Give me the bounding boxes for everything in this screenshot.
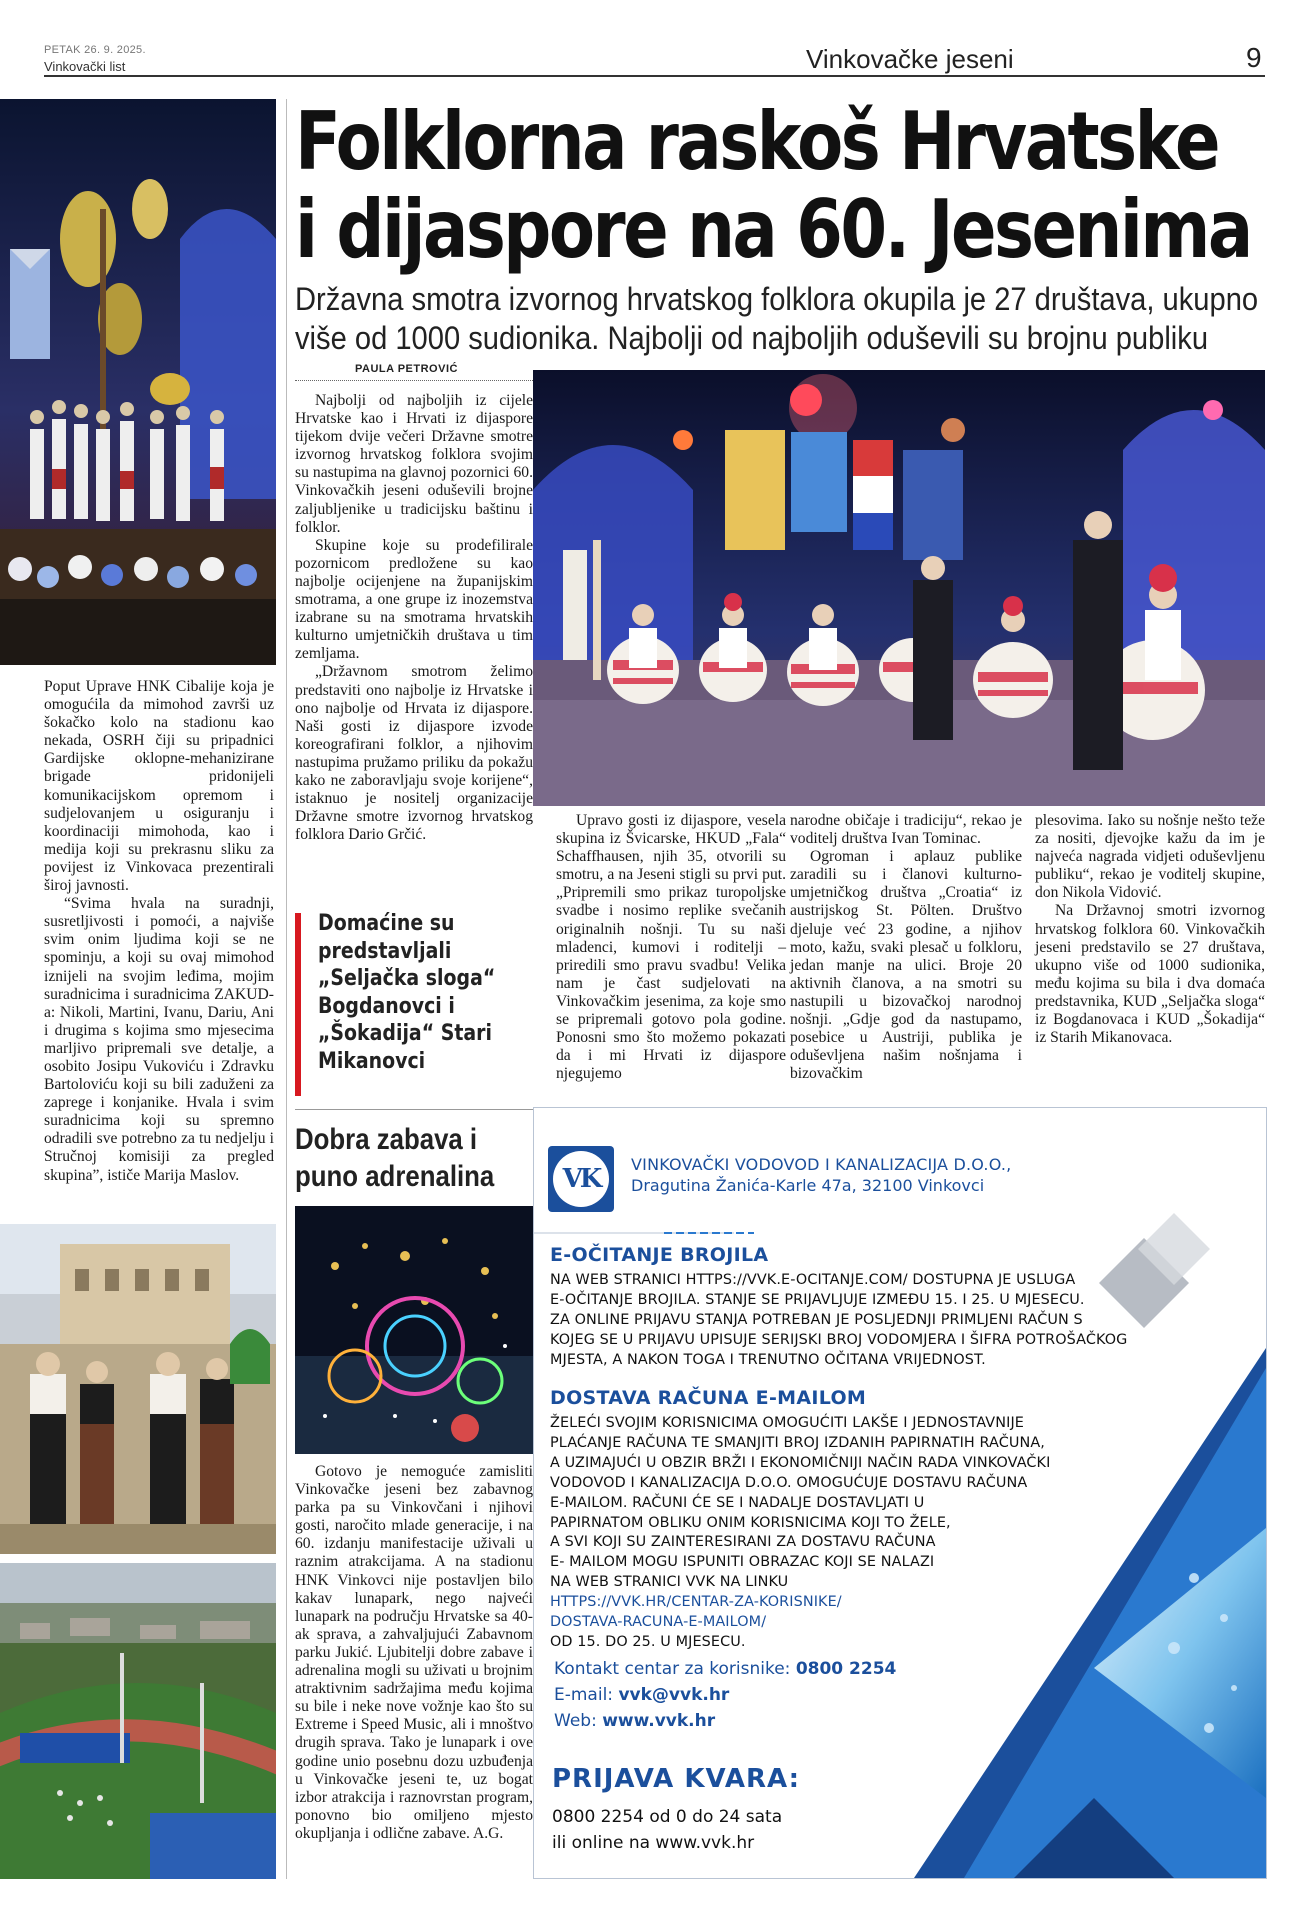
callout-accent-bar <box>295 913 301 1096</box>
subsection-title: Dobra zabava i puno adrenalina <box>295 1123 495 1193</box>
left-column-text <box>44 678 274 1185</box>
ad-email-line-4: VODOVOD I KANALIZACIJA D.O.O. OMOGUĆUJE DOSTAVU RAČUNA <box>550 1474 1028 1491</box>
headline-line-1: Folklorna raskoš Hrvatske <box>295 95 1219 188</box>
ad-meter-line-1: NA WEB STRANICI HTTPS://VVK.E-OCITANJE.COM/ DOSTUPNA JE USLUGA <box>550 1272 1076 1288</box>
ad-contact-center <box>554 1656 1034 1682</box>
headline-line-2: i dijaspore na 60. Jesenima <box>295 183 1251 276</box>
ad-meter-line-3: ZA ONLINE PRIJAVU STANJA POTREBAN JE POSLJEDNJI PRIMLJENI RAČUN S <box>550 1311 1083 1328</box>
photo-procession <box>0 1224 276 1554</box>
ad-company-name: VINKOVAČKI VODOVOD I KANALIZACIJA D.O.O., <box>631 1155 1012 1174</box>
column-a-paragraph-1: Upravo gosti iz dijaspore, vesela skupina iz Švicarske, HKUD „Fala“ Schaffhausen, njih 35, otvorili su smotru, a na Jeseni stigli su prvi put. „Pripremili smo prikaz turopoljske svadbe i nosimo replike svečanih originalnih nošnji. Tu su naši mladenci, kumovi i roditelji – priredili smo pravu svadbu! Velika nam je čast sudjelovati na Vinkovačkim jesenima, za koje smo se pripremali gotovo pola godine. Ponosni smo što možemo pokazati da i mi Hrvati iz dijaspore njegujemo <box>556 812 786 1083</box>
ad-email-line-1: ŽELEĆI SVOJIM KORISNICIMA OMOGUĆITI LAKŠE I JEDNOSTAVNIJE <box>550 1415 1024 1431</box>
vvk-logo-circle <box>553 1151 609 1207</box>
ad-email-line-2: PLAĆANJE RAČUNA TE SMANJITI BROJ IZDANIH PAPIRNATIH RAČUNA, <box>550 1434 1045 1451</box>
ad-meter-line-5: MJESTA, A NAKON TOGA I TRENUTNO OČITANA VRIJEDNOST. <box>550 1351 986 1368</box>
subheadline <box>295 280 1259 358</box>
article-column-a <box>556 812 786 1083</box>
ad-email-line-9: NA WEB STRANICI VVK NA LINKU <box>550 1574 789 1591</box>
ad-fault-line-1: 0800 2254 od 0 do 24 sata <box>552 1807 783 1827</box>
ad-email-line-3: A UZIMAJUĆI U OBZIR BRŽI I EKONOMIČNIJI NAČIN RADA VINKOVAČKI <box>550 1454 1051 1471</box>
main-paragraph-2: Skupine koje su prodefilirale pozornicom predložene su kao najbolje ocijenjene na županijskim smotrama, a one grupe iz inozemstva izabrane su na smotrama hrvatskih kulturno umjetničkih društava u tim zemljama. <box>295 536 533 663</box>
main-paragraph-1: Najbolji od najboljih iz cijele Hrvatske kao i Hrvati iz dijaspore tijekom dvije večeri Državne smotre izvornog hrvatskog folklora svojim su nastupima na glavnoj pozornici 60. Vinkovačkih jeseni oduševili brojne zaljubljenike u tradicijsku baštinu i folklor. <box>295 392 533 536</box>
header-rule <box>44 75 1265 77</box>
ad-web-row <box>554 1708 1034 1734</box>
subheadline-line-1: Državna smotra izvornog hrvatskog folklora okupila je 27 društava, ukupno <box>295 281 1259 317</box>
ad-fault-report-text <box>552 1804 782 1856</box>
byline-divider <box>295 380 533 381</box>
ad-email-row <box>554 1682 1034 1708</box>
ad-contact-label: Kontakt centar za korisnike: <box>554 1659 791 1679</box>
ad-company-address: Dragutina Žanića-Karle 47a, 32100 Vinkovci <box>631 1176 985 1195</box>
photo-folklore-dancers-main <box>533 370 1265 806</box>
ad-fault-report-title: PRIJAVA KVARA: <box>552 1764 800 1794</box>
main-paragraph-3: „Državnom smotrom želimo predstaviti ono najbolje iz Hrvatske i ono najbolje od Hrvata iz dijaspore. Naši gosti iz dijaspore izvode koreografirani folklor, a njihovim nastupima pružamo priliku da pokažu kako ne zaboravljaju svoje korijene“, istaknuo je nositelj organizacije Državne smotre izvornog hrvatskog folklora Dario Grčić. <box>295 663 533 844</box>
ad-email-line-6: PAPIRNATOM OBLIKU ONIM KORISNICIMA KOJI TO ŽELE, <box>550 1514 951 1531</box>
ad-contact-block <box>554 1656 1034 1734</box>
ad-email-link-line-1[interactable]: HTTPS://VVK.HR/CENTAR-ZA-KORISNIKE/ <box>550 1594 842 1611</box>
ad-fault-line-2: ili online na www.vvk.hr <box>552 1833 755 1853</box>
main-column-text <box>295 392 533 844</box>
ad-meter-line-2: E-OČITANJE BROJILA. STANJE SE PRIJAVLJUJE IZMEĐU 15. I 25. U MJESECU. <box>550 1291 1085 1308</box>
ad-section-title-meter: E-OČITANJE BROJILA <box>550 1244 769 1266</box>
vvk-advertisement[interactable] <box>533 1107 1267 1879</box>
ad-section-text-email <box>550 1414 1110 1653</box>
photo-stage-performance-left <box>0 99 276 665</box>
section-divider <box>295 1109 533 1110</box>
issue-date: PETAK 26. 9. 2025. <box>44 44 146 56</box>
ad-contact-phone[interactable]: 0800 2254 <box>795 1659 897 1679</box>
ad-email-address[interactable]: vvk@vvk.hr <box>618 1685 730 1705</box>
left-paragraph-1: Poput Uprave HNK Cibalije koja je omogućila da mimohod završi uz šokačko kolo na stadionu kao nekada, OSRH čiji su pripadnici Gardijske oklopne-mehanizirane brigade pridonijeli komunikacijskom opremom i sudjelovanjem u osiguranju i koordinaciji mimohoda, kao i medija koji su prekrasnu sliku za povijest iz Vinkovaca prezentirali široj javnosti. <box>44 678 274 895</box>
section-title: Vinkovačke jeseni <box>806 44 1014 74</box>
photo-stadium-aerial <box>0 1563 276 1879</box>
article-column-b <box>790 812 1022 1083</box>
ad-meter-line-4: KOJEG SE U PRIJAVU UPISUJE SERIJSKI BROJ VODOMJERA I ŠIFRA POTROŠAČKOG <box>550 1331 1128 1348</box>
column-c-paragraph-1: plesovima. Iako su nošnje nešto teže za nositi, djevojke kažu da im je najveća nagrada vidjeti oduševljenu publiku“, rekao je voditelj skupine, don Nikola Vidović. <box>1035 812 1265 902</box>
ad-email-line-8: E- MAILOM MOGU ISPUNITI OBRAZAC KOJI SE NALAZI <box>550 1554 935 1571</box>
fun-column-text <box>295 1463 533 1843</box>
ad-email-link-line-2[interactable]: DOSTAVA-RACUNA-E-MAILOM/ <box>550 1614 767 1631</box>
ad-web-label: Web: <box>554 1711 597 1731</box>
author-byline: PAULA PETROVIĆ <box>355 363 458 375</box>
ad-email-label: E-mail: <box>554 1685 614 1705</box>
fun-paragraph-1: Gotovo je nemoguće zamisliti Vinkovačke jeseni bez zabavnog parka pa su Vinkovčani i njihovi gosti, naročito mlade generacije, i na 60. izdanju manifestacije uživali u raznim atrakcijama. A na stadionu HNK Vinkovci nije postavljen bilo kakav lunapark, nego najveći lunapark na području Hrvatske sa 40-ak sprava, a zahvaljujući Zabavnom parku Jukić. Ljubitelji dobre zabave i adrenalina mogli su uživati u brojnim atraktivnim sadržajima među kojima su bile i neke nove vožnje kao što su Extreme i Speed Music, ali i mnoštvo drugih sprava. Tako je lunapark i ove godine unio posebnu dozu uzbuđenja u Vinkovačke jeseni te, uz bogat izbor atrakcija i raznovrstan program, ponovno bio omiljeno mjesto okupljanja i odlične zabave. A.G. <box>295 1463 533 1842</box>
ad-web-address[interactable]: www.vvk.hr <box>602 1711 716 1731</box>
newspaper-name: Vinkovački list <box>44 59 126 74</box>
article-column-c <box>1035 812 1265 1047</box>
subheadline-line-2: više od 1000 sudionika. Najbolji od najboljih oduševili su brojnu publiku <box>295 320 1209 356</box>
ad-section-text-meter <box>550 1271 1150 1371</box>
column-b-paragraph-1: narodne običaje i tradiciju“, rekao je voditelj društva Ivan Tominac. <box>790 812 1022 848</box>
page-number: 9 <box>1246 42 1262 73</box>
column-b-paragraph-2: Ogroman i aplauz publike zaradili su i članovi kulturno-umjetničkog društva „Croatia“ iz austrijskog St. Pölten. Društvo djeluje već 23 godine, a njihov moto, kažu, svaki plesač u folkloru, jedan manje na ulici. Broje 20 aktivnih članova, a na smotri su nastupili u bizovačkoj narodnoj nošnji. „Gdje god da nastupamo, posebice u Austriji, publika je oduševljena našim nošnjama i bizovačkim <box>790 848 1022 1083</box>
ad-section-title-email: DOSTAVA RAČUNA E-MAILOM <box>550 1387 867 1409</box>
vvk-logo-text: VK <box>562 1164 600 1194</box>
column-c-paragraph-2: Na Državnoj smotri izvornog hrvatskog folklora 60. Vinkovačkih jeseni predstavilo se 27 društava, ukupno više od 1000 sudionika, među kojima su bila i dva domaća predstavnika, KUD „Seljačka sloga“ iz Bogdanovaca i KUD „Šokadija“ iz Starih Mikanovaca. <box>1035 902 1265 1047</box>
headline <box>295 95 1251 276</box>
ad-email-last-line: OD 15. DO 25. U MJESECU. <box>550 1633 746 1650</box>
pull-quote-heading: Domaćine su predstavljali „Seljačka sloga“ Bogdanovci i „Šokadija“ Stari Mikanovci <box>318 911 496 1074</box>
photo-funfair-night <box>295 1206 533 1454</box>
vvk-logo <box>548 1146 614 1212</box>
left-paragraph-2: “Svima hvala na suradnji, susretljivosti i pomoći, a najviše svim onim ljudima koji se ne spominju, a koji su ovaj mimohod iznijeli na svojim leđima, mojim suradnicima i suradnicima ZAKUD-a: Nikoli, Martini, Ivanu, Dariu, Ani i drugima s kojima smo mjesecima marljivo pripremali sve detalje, a osobito Josipu Vukoviću i Zdravku Bartoloviću koji su bili zaduženi za zaprege i konjanike. Hvala i svim suradnicima koji su spremno odradili sve potrebno za tu nedjelju i Stručnoj komisiji za pregled skupina”, ističe Marija Maslov. <box>44 895 274 1184</box>
ad-email-line-5: E-MAILOM. RAČUNI ĆE SE I NADALJE DOSTAVLJATI U <box>550 1494 925 1511</box>
ad-email-line-7: A SVI KOJI SU ZAINTERESIRANI ZA DOSTAVU RAČUNA <box>550 1534 936 1551</box>
column-divider <box>286 99 287 1879</box>
